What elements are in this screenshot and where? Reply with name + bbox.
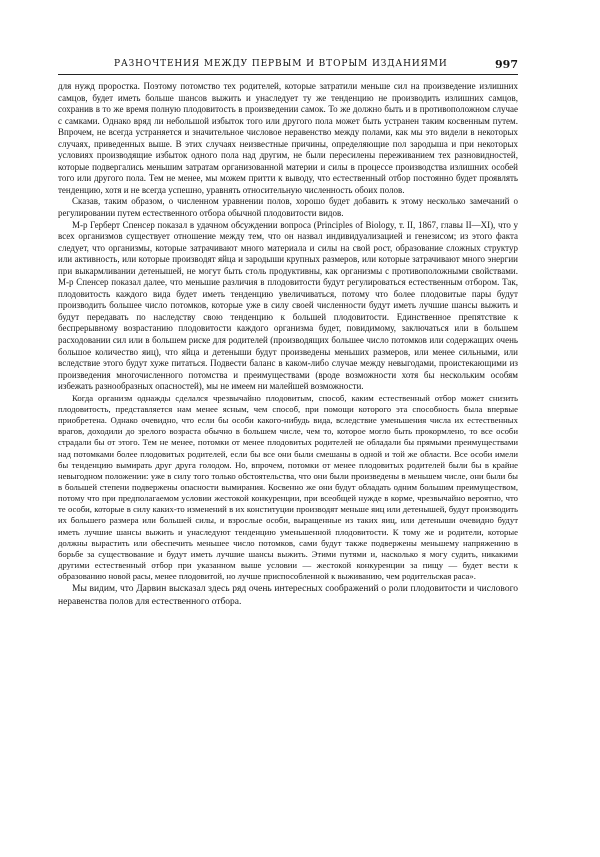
running-head xyxy=(58,58,518,75)
paragraph-1: для нужд проростка. Поэтому потомство тех родителей, которые затратили меньше сил на произведение излишних самцов, будет иметь больше шансов выжить и унаследует ту же тенденцию не производить излишних самцов, сохранив в то же время полную плодовитость в произведении самок. То же должно быть и в противоположном случае с самками. Однако вряд ли небольшой избыток того или другого пола может быть устранен таким косвенным путем. Впрочем, не всегда устраняется и значительное числовое неравенство между полами, как мы это видели в некоторых случаях, приведенных выше. В этих случаях неизвестные причины, определяющие пол зародыша и при некоторых условиях производящие избыток одного пола над другим, не были пересилены переживанием тех разновидностей, которые подвергались меньшим затратам организованной материи и силы в процессе производства излишних особей того или другого пола. Тем не менее, мы можем притти к выводу, что естественный отбор постоянно будет проявлять тенденцию, хотя и не всегда успешно, уравнять относительную численность обоих полов. xyxy=(58,81,518,195)
paragraph-2: Сказав, таким образом, о численном уравнении полов, хорошо будет добавить к этому несколько замечаний о регулировании путем естественного отбора обычной плодовитости видов. xyxy=(58,196,518,219)
paragraph-3: М-р Герберт Спенсер показал в удачном обсуждении вопроса (Principles of Biology, т. II, 1867, главы II—XI), что у всех организмов существует отношение между тем, что он назвал индивидуализацией и генезисом; из этого факта следует, что организмы, которые затрачивают много материала и силы на свой рост, образование сложных структур или активность, или которые производят яйца и зародыши крупных размеров, или которые затрачивают много энергии при выкармливании детенышей, не могут быть столь продуктивны, как организмы с противоположными свойствами. М-р Спенсер показал далее, что меньшие различия в плодовитости будут регулироваться естественным отбором. Так, плодовитость каждого вида будет иметь тенденцию увеличиваться, потому что более плодовитые пары будут производить большее число потомков, которые уже в силу своей численности будут иметь лучшие шансы выжить и будут передавать по наследству свою тенденцию к большей плодовитости. Единственное препятствие к беспрерывному возрастанию плодовитости каждого организма будет, повидимому, заключаться или в большем расходовании сил или в большем риске для родителей (производящих большее число потомков или содержащих очень большое количество яиц), что яйца и детеныши будут произведены меньших размеров, или менее сильными, или вследствие этого будут хуже питаться. Подвести баланс в каком-либо случае между невыгодами, проистекающими из произведения многочисленного потомства и преимуществами (вроде возможности хотя бы нескольким особям избежать разнообразных опасностей), мы не имеем ни малейшей возможности. xyxy=(58,219,518,392)
running-title: РАЗНОЧТЕНИЯ МЕЖДУ ПЕРВЫМ И ВТОРЫМ ИЗДАНИЯМИ xyxy=(114,59,448,69)
paragraph-4: Когда организм однажды сделался чрезвычайно плодовитым, способ, каким естественный отбор может снизить плодовитость, представляется нам менее ясным, чем способ, при помощи которого эта способность была впервые приобретена. Однако очевидно, что если бы особи какого-нибудь вида, вследствие уменьшения числа их естественных врагов, доходили до зрелого возраста обычно в большем числе, чем то, которое могло быть прокормлено, то все особи страдали бы от этого. Тем не менее, потомки от менее плодовитых родителей не обладали бы прямыми преимуществами над потомками более плодовитых родителей, если бы все они были смешаны в одной и той же области. Все особи имели бы тенденцию вымирать друг друга голодом. Но, впрочем, потомки от менее плодовитых родителей были бы в крайне невыгодном положении: уже в силу того только обстоятельства, что они были произведены в меньшем числе, они были бы в большей степени подвержены опасности вымирания. Косвенно же они будут обладать одним большим преимуществом, потому что при предполагаемом условии жестокой конкуренции, при всеобщей нужде в корме, чрезвычайно вероятно, что те особи, которые в силу каких-то изменений в их конституции производят меньше яиц или детенышей, будут производить их большего размера или большей силы, и взрослые особи, выращенные из таких яиц, или детеныши очевидно будут иметь лучшие шансы выжить и унаследуют тенденцию уменьшенной плодовитости. К тому же и родители, которые должны вырастить или обеспечить меньшее число потомков, сами будут также подвержены меньшему напряжению в борьбе за существование и будут иметь лучшие шансы выжить. Этими путями и, насколько я могу судить, никакими другими естественный отбор при указанном выше условии — жестокой конкуренции за пищу — будет вести к образованию новой расы, менее плодовитой, но лучше приспособленной к выживанию, чем родительская раса». xyxy=(58,392,518,582)
page xyxy=(58,58,518,609)
paragraph-5: Мы видим, что Дарвин высказал здесь ряд очень интересных соображений о роли плодовитости и числового неравенства полов для естественного отбора. xyxy=(58,584,518,608)
page-number: 997 xyxy=(495,58,518,71)
